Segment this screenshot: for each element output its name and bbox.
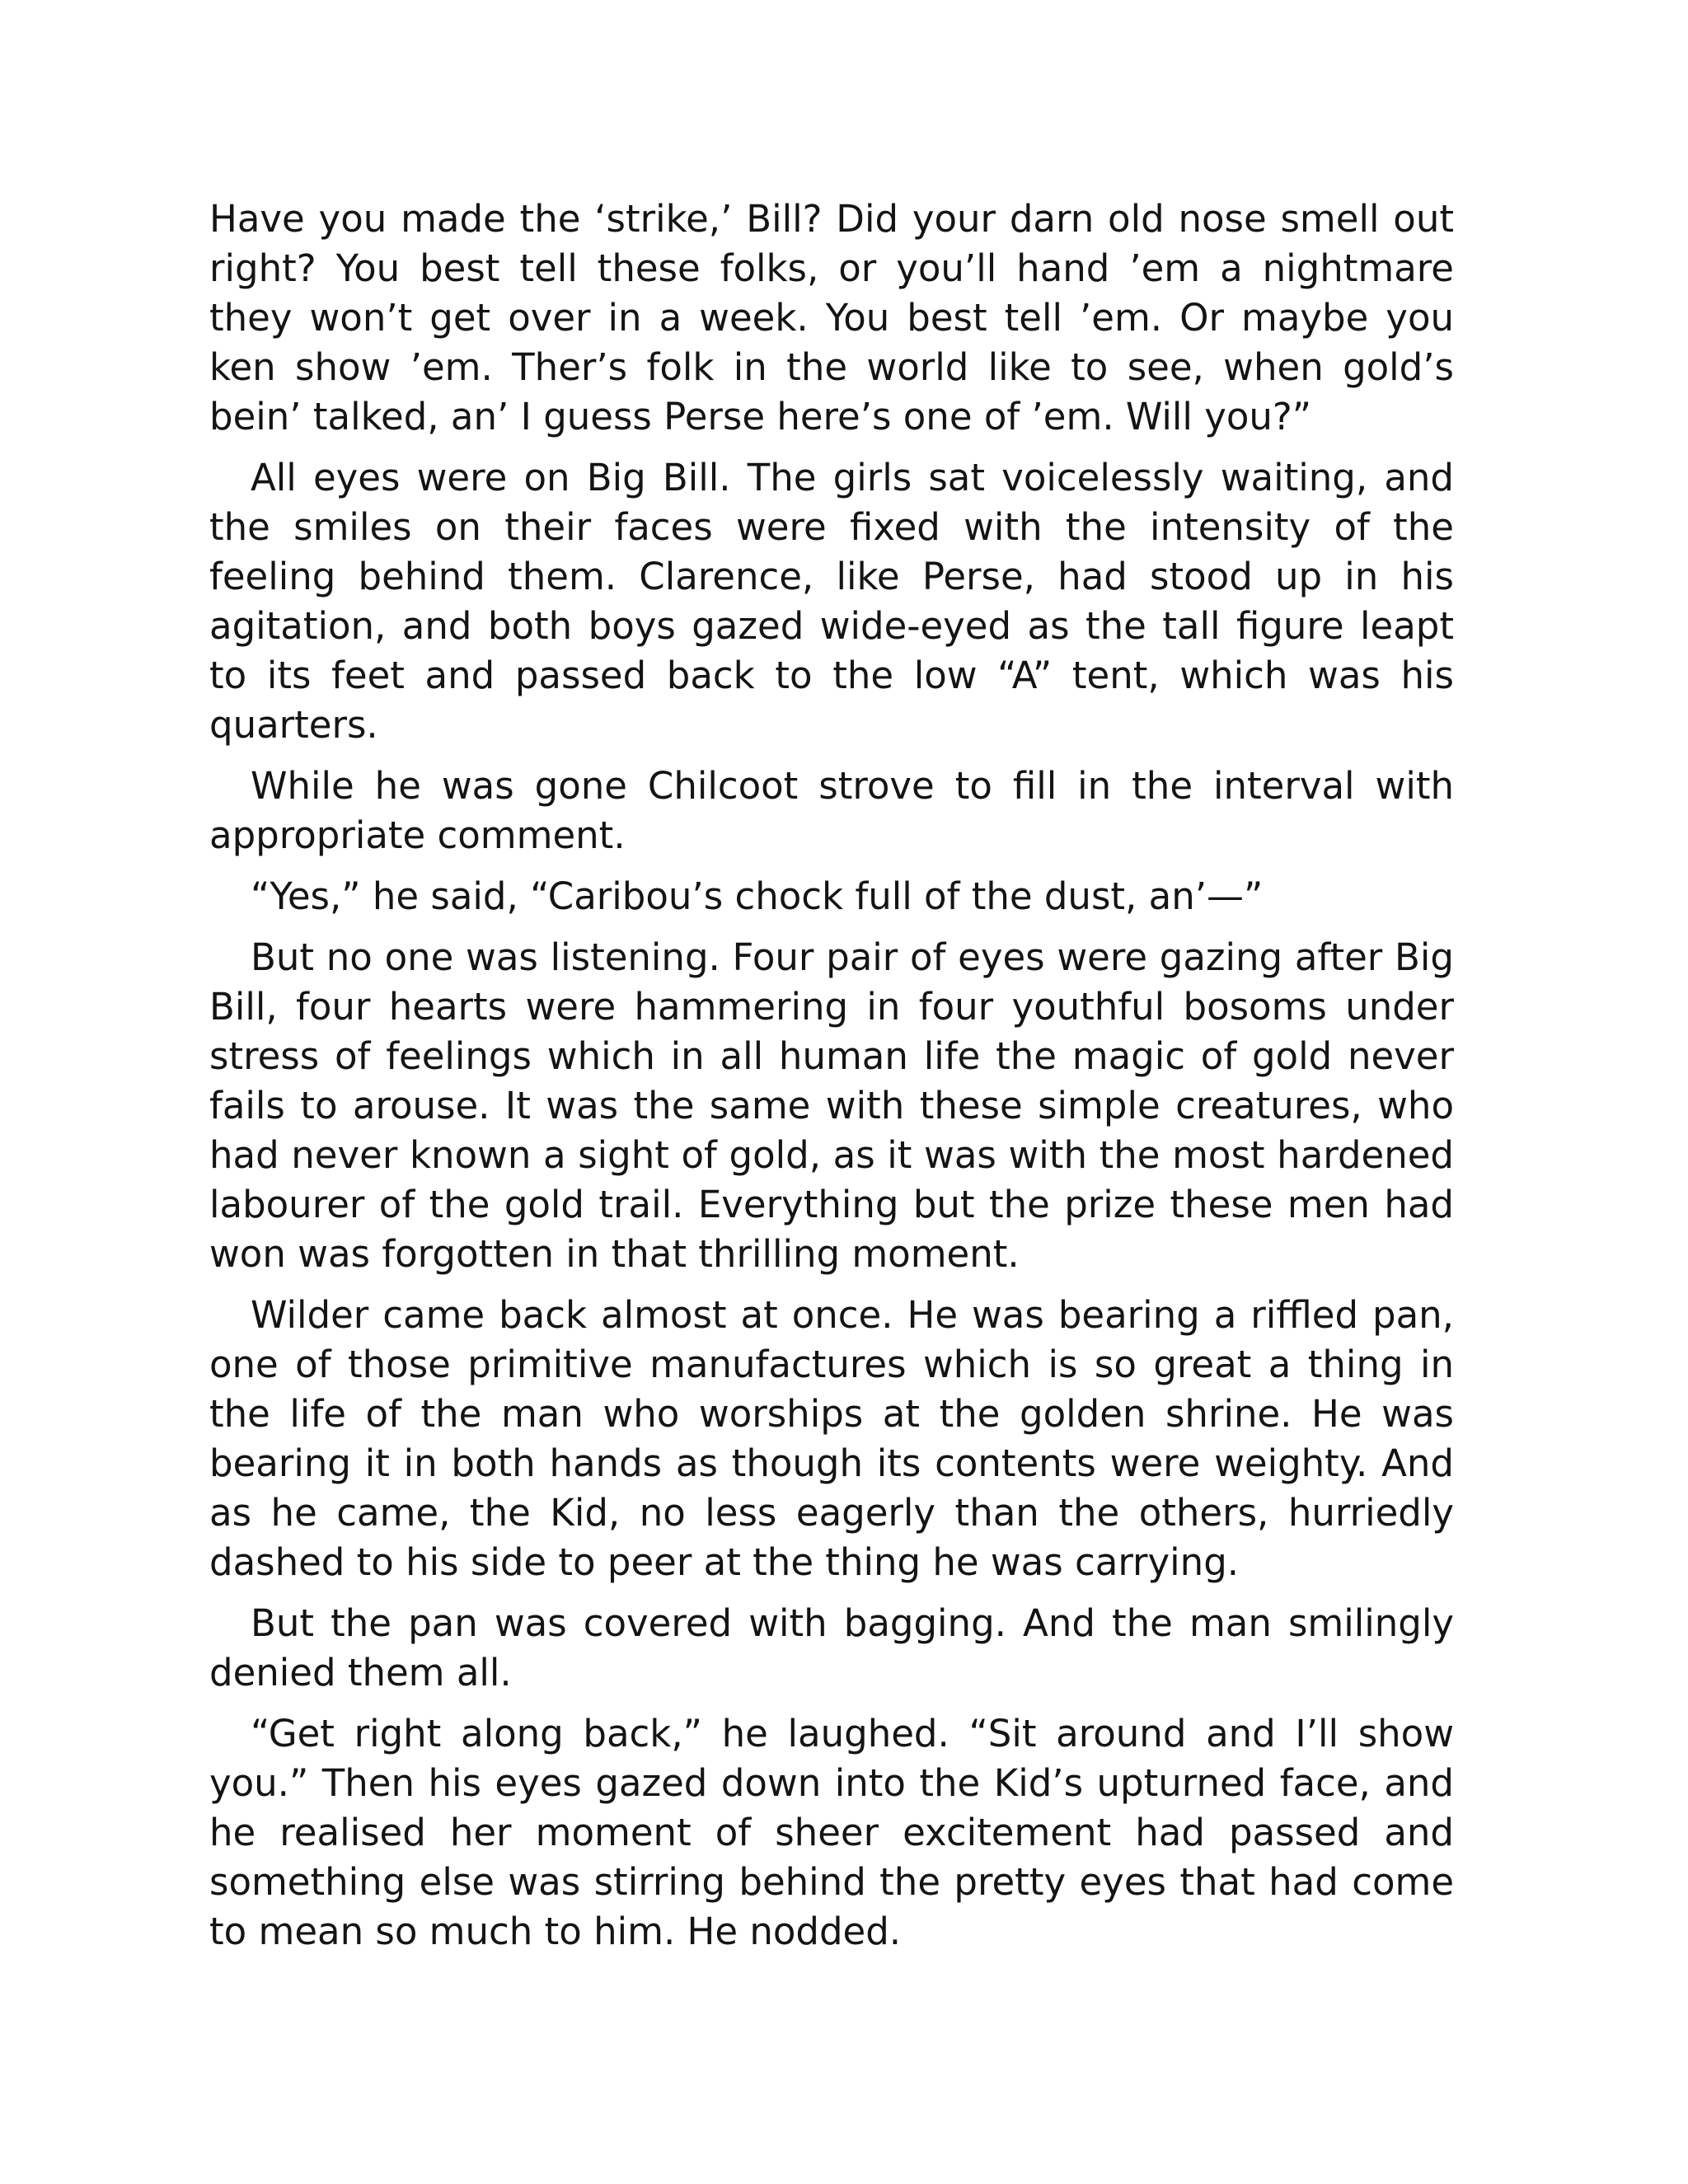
paragraph-5: But no one was listening. Four pair of eyes were gazing after Big Bill, four hearts were hammering in four youthful bosoms under stress of feelings which in all human life the magic of gold never fails to arouse. It was the same with these simple creatures, who had never known a sight of gold, as it was with the most hardened labourer of the gold trail. Everything but the prize these men had won was forgotten in that thrilling moment. bbox=[209, 935, 1454, 1276]
paragraph-2: All eyes were on Big Bill. The girls sat voicelessly waiting, and the smiles on their faces were fixed with the intensity of the feeling behind them. Clarence, like Perse, had stood up in his agitation, and both boys gazed wide-eyed as the tall figure leapt to its feet and passed back to the low “A” tent, which was his quarters. bbox=[209, 456, 1454, 747]
paragraph-1: Have you made the ‘strike,’ Bill? Did your darn old nose smell out right? You best tell these folks, or you’ll hand ’em a nightmare they won’t get over in a week. You best tell ’em. Or maybe you ken show ’em. Ther’s folk in the world like to see, when gold’s bein’ talked, an’ I guess Perse here’s one of ’em. Will you?” bbox=[209, 197, 1454, 438]
paragraph-8: “Get right along back,” he laughed. “Sit around and I’ll show you.” Then his eyes gazed down into the Kid’s upturned face, and he realised her moment of sheer excitement had passed and something else was stirring behind the pretty eyes that had come to mean so much to him. He nodded. bbox=[209, 1712, 1454, 1953]
paragraph-7: But the pan was covered with bagging. And the man smilingly denied them all. bbox=[209, 1601, 1454, 1694]
page-body bbox=[209, 194, 1454, 1968]
paragraph-3: While he was gone Chilcoot strove to fill in the interval with appropriate comment. bbox=[209, 764, 1454, 857]
paragraph-4: “Yes,” he said, “Caribou’s chock full of the dust, an’—” bbox=[251, 874, 1264, 918]
paragraph-6: Wilder came back almost at once. He was bearing a riffled pan, one of those primitive manufactures which is so great a thing in the life of the man who worships at the golden shrine. He was bearing it in both hands as though its contents were weighty. And as he came, the Kid, no less eagerly than the others, hurriedly dashed to his side to peer at the thing he was carrying. bbox=[209, 1293, 1454, 1584]
